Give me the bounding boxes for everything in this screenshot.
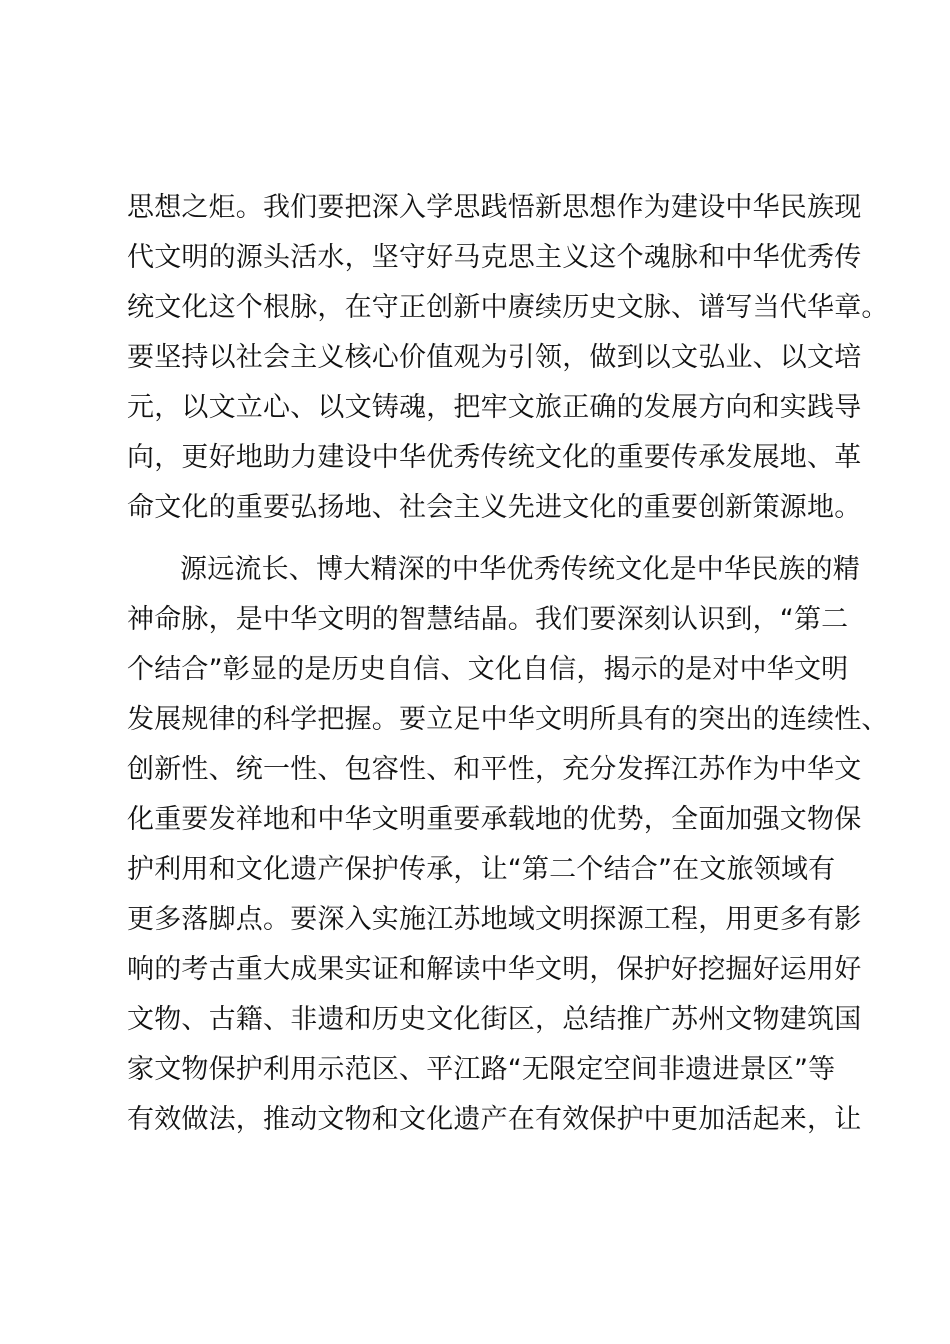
text-line: 家文物保护利用示范区、平江路“无限定空间非遗进景区”等 <box>127 1054 836 1085</box>
text-line: 向，更好地助力建设中华优秀传统文化的重要传承发展地、革 <box>127 442 862 473</box>
text-line: 神命脉，是中华文明的智慧结晶。我们要深刻认识到，“第二 <box>127 604 849 635</box>
text-line: 更多落脚点。要深入实施江苏地域文明探源工程，用更多有影 <box>127 904 862 935</box>
text-line: 创新性、统一性、包容性、和平性，充分发挥江苏作为中华文 <box>127 754 862 785</box>
text-line: 源远流长、博大精深的中华优秀传统文化是中华民族的精 <box>180 554 860 585</box>
text-line: 文物、古籍、非遗和历史文化街区，总结推广苏州文物建筑国 <box>127 1004 862 1035</box>
text-line: 响的考古重大成果实证和解读中华文明，保护好挖掘好运用好 <box>127 954 862 985</box>
text-line: 护利用和文化遗产保护传承，让“第二个结合”在文旅领域有 <box>127 854 836 885</box>
text-line: 代文明的源头活水，坚守好马克思主义这个魂脉和中华优秀传 <box>127 242 862 273</box>
text-line: 化重要发祥地和中华文明重要承载地的优势，全面加强文物保 <box>127 804 862 835</box>
text-line: 思想之炬。我们要把深入学思践悟新思想作为建设中华民族现 <box>127 192 862 223</box>
text-line: 命文化的重要弘扬地、社会主义先进文化的重要创新策源地。 <box>127 492 862 523</box>
text-line: 统文化这个根脉，在守正创新中赓续历史文脉、谱写当代华章。 <box>127 292 889 323</box>
text-line: 发展规律的科学把握。要立足中华文明所具有的突出的连续性、 <box>127 704 889 735</box>
text-line: 元，以文立心、以文铸魂，把牢文旅正确的发展方向和实践导 <box>127 392 862 423</box>
text-line: 有效做法，推动文物和文化遗产在有效保护中更加活起来，让 <box>127 1104 862 1135</box>
text-line: 个结合”彰显的是历史自信、文化自信，揭示的是对中华文明 <box>127 654 849 685</box>
text-line: 要坚持以社会主义核心价值观为引领，做到以文弘业、以文培 <box>127 342 862 373</box>
